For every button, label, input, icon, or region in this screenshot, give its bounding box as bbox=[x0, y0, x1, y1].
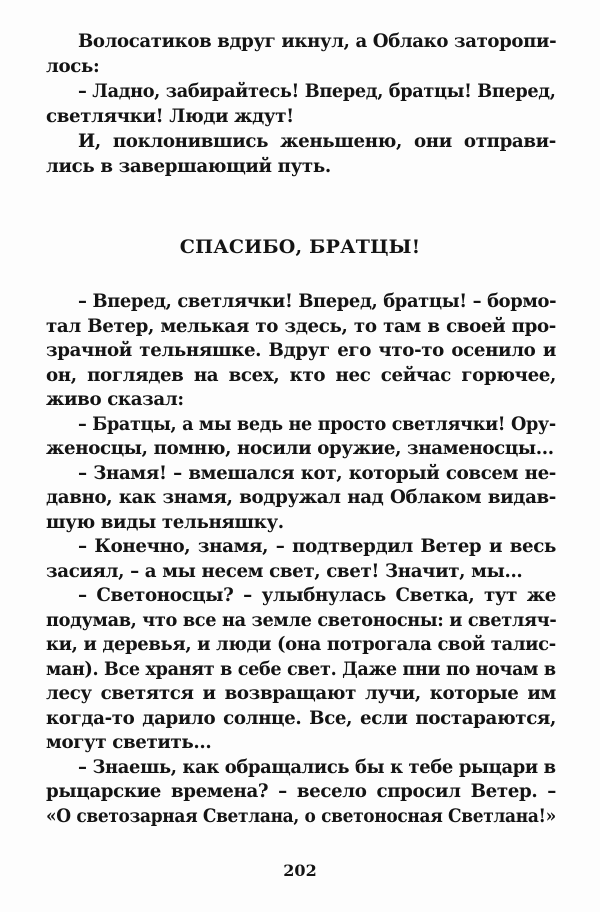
text-line: женосцы, помню, носили оружие, знаменосцы... bbox=[46, 438, 554, 459]
text-line: – Ладно, забирайтесь! Вперед, братцы! Вперед, bbox=[78, 81, 556, 102]
text-line: – Конечно, знамя, – подтвердил Ветер и весь bbox=[78, 536, 556, 557]
text-line: ки, и деревья, и люди (она потрогала свой талис- bbox=[46, 634, 556, 655]
text-line: тал Ветер, мелькая то здесь, то там в своей про- bbox=[46, 315, 556, 337]
text-line: лось: bbox=[46, 56, 100, 77]
text-line: рыцарские времена? – весело спросил Ветер. – bbox=[46, 781, 556, 802]
text-line: ман). Все хранят в себе свет. Даже пни по ночам в bbox=[46, 658, 556, 680]
page-number: 202 bbox=[283, 861, 317, 880]
text-line: давно, как знамя, водружал над Облаком видав- bbox=[46, 487, 556, 508]
text-line: когда-то дарило солнце. Все, если постараются, bbox=[46, 707, 556, 729]
text-line: – Знаешь, как обращались бы к тебе рыцари в bbox=[78, 756, 556, 778]
text-line: могут светить... bbox=[46, 732, 212, 753]
text-line: – Светоносцы? – улыбнулась Светка, тут же bbox=[78, 585, 556, 606]
text-line: светлячки! Люди ждут! bbox=[46, 106, 294, 127]
text-line: лись в завершающий путь. bbox=[46, 156, 331, 177]
text-line: «О светозарная Светлана, о светоносная Светлана!» bbox=[46, 805, 556, 827]
text-line: И, поклонившись женьшеню, они отправи- bbox=[78, 131, 556, 152]
text-line: засиял, – а мы несем свет, свет! Значит, мы... bbox=[46, 560, 523, 582]
text-line: – Вперед, светлячки! Вперед, братцы! – бормо- bbox=[78, 291, 557, 312]
text-line: Волосатиков вдруг икнул, а Облако заторопи- bbox=[78, 31, 557, 52]
text-line: живо сказал: bbox=[46, 389, 184, 410]
text-line: зрачной тельняшке. Вдруг его что-то осенило и bbox=[46, 340, 556, 361]
text-line: подумав, что все на земле светоносны: и светляч- bbox=[46, 609, 557, 631]
text-line: он, поглядев на всех, кто нес сейчас горючее, bbox=[46, 364, 556, 386]
text-line: – Братцы, а мы ведь не просто светлячки! Ору- bbox=[78, 413, 556, 435]
text-line: – Знамя! – вмешался кот, который совсем не- bbox=[78, 462, 556, 484]
text-line: шую виды тельняшку. bbox=[46, 511, 284, 533]
chapter-title: СПАСИБО, БРАТЦЫ! bbox=[179, 236, 421, 258]
text-line: лесу светятся и возвращают лучи, которые им bbox=[46, 683, 556, 704]
